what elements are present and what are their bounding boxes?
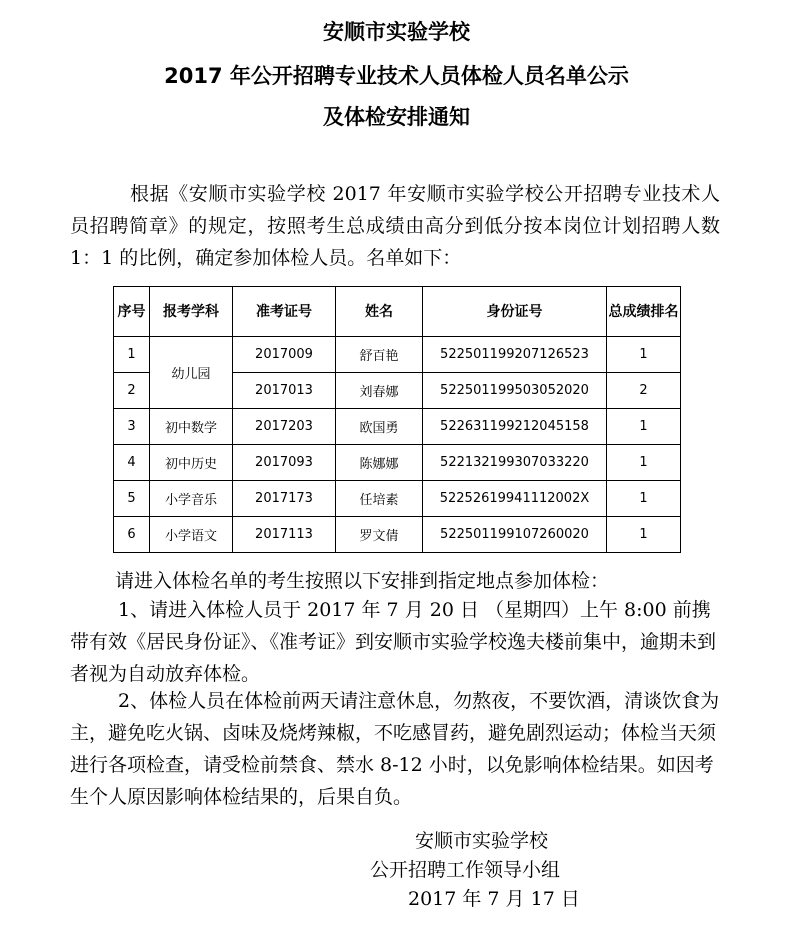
cell-rank: 1 — [607, 481, 681, 517]
candidate-table — [113, 286, 681, 553]
cell-id-no: 522501199207126523 — [423, 337, 607, 373]
signature-org: 安顺市实验学校 — [415, 830, 549, 852]
cell-exam-no: 2017113 — [233, 517, 336, 553]
cell-exam-no: 2017013 — [233, 373, 336, 409]
arrangement-item-2: 2、体检人员在体检前两天请注意休息，勿熬夜，不要饮酒，清谈饮食为主，避免吃火锅、卤味及烧烤辣椒，不吃感冒药，避免剧烈运动；体检当天须进行各项检查，请受检前禁食、禁水 8-12 小时，以免影响体检结果。如因考生个人原因影响体检结果的，后果自负。 — [70, 690, 720, 808]
cell-subject: 初中数学 — [150, 409, 233, 445]
cell-name: 任培素 — [336, 481, 423, 517]
arrangement-item-1: 1、请进入体检人员于 2017 年 7 月 20 日 （星期四）上午 8:00 前携带有效《居民身份证》、《准考证》到安顺市实验学校逸夫楼前集中，逾期未到者视为自动放弃体检。 — [70, 599, 717, 685]
cell-seq: 6 — [114, 517, 150, 553]
table-row — [114, 409, 681, 445]
document-title-line3: 及体检安排通知 — [323, 105, 470, 129]
cell-id-no: 52252619941112002X — [423, 481, 607, 517]
cell-name: 陈娜娜 — [336, 445, 423, 481]
document-title-line1: 安顺市实验学校 — [323, 20, 470, 44]
col-header-exam-no: 准考证号 — [233, 287, 336, 337]
cell-id-no: 522631199212045158 — [423, 409, 607, 445]
cell-name: 刘春娜 — [336, 373, 423, 409]
cell-seq: 4 — [114, 445, 150, 481]
cell-id-no: 522132199307033220 — [423, 445, 607, 481]
arrangement-lead: 请进入体检名单的考生按照以下安排到指定地点参加体检： — [115, 570, 610, 592]
cell-seq: 3 — [114, 409, 150, 445]
cell-exam-no: 2017009 — [233, 337, 336, 373]
cell-subject: 初中历史 — [150, 445, 233, 481]
cell-exam-no: 2017093 — [233, 445, 336, 481]
cell-exam-no: 2017203 — [233, 409, 336, 445]
intro-paragraph: 根据《安顺市实验学校 2017 年安顺市实验学校公开招聘专业技术人员招聘简章》的规定，按照考生总成绩由高分到低分按本岗位计划招聘人数 1：1 的比例，确定参加体检人员。名单如下： — [70, 183, 720, 269]
col-header-id-no: 身份证号 — [423, 287, 607, 337]
cell-rank: 1 — [607, 409, 681, 445]
cell-rank: 1 — [607, 445, 681, 481]
cell-rank: 1 — [607, 517, 681, 553]
table-row — [114, 445, 681, 481]
cell-subject: 幼儿园 — [150, 337, 233, 409]
cell-id-no: 522501199503052020 — [423, 373, 607, 409]
table-row — [114, 481, 681, 517]
cell-seq: 2 — [114, 373, 150, 409]
cell-exam-no: 2017173 — [233, 481, 336, 517]
table-header-row — [114, 287, 681, 337]
cell-seq: 5 — [114, 481, 150, 517]
cell-name: 罗文倩 — [336, 517, 423, 553]
cell-rank: 1 — [607, 337, 681, 373]
col-header-seq: 序号 — [114, 287, 150, 337]
table-row — [114, 337, 681, 373]
cell-subject: 小学语文 — [150, 517, 233, 553]
signature-group: 公开招聘工作领导小组 — [370, 859, 561, 881]
table-row — [114, 517, 681, 553]
col-header-name: 姓名 — [336, 287, 423, 337]
col-header-subject: 报考学科 — [150, 287, 233, 337]
document-title-line2: 2017 年公开招聘专业技术人员体检人员名单公示 — [164, 64, 629, 88]
cell-name: 欧国勇 — [336, 409, 423, 445]
cell-subject: 小学音乐 — [150, 481, 233, 517]
cell-seq: 1 — [114, 337, 150, 373]
col-header-rank: 总成绩排名 — [607, 287, 681, 337]
cell-name: 舒百艳 — [336, 337, 423, 373]
cell-rank: 2 — [607, 373, 681, 409]
signature-date: 2017 年 7 月 17 日 — [408, 888, 580, 910]
cell-id-no: 522501199107260020 — [423, 517, 607, 553]
